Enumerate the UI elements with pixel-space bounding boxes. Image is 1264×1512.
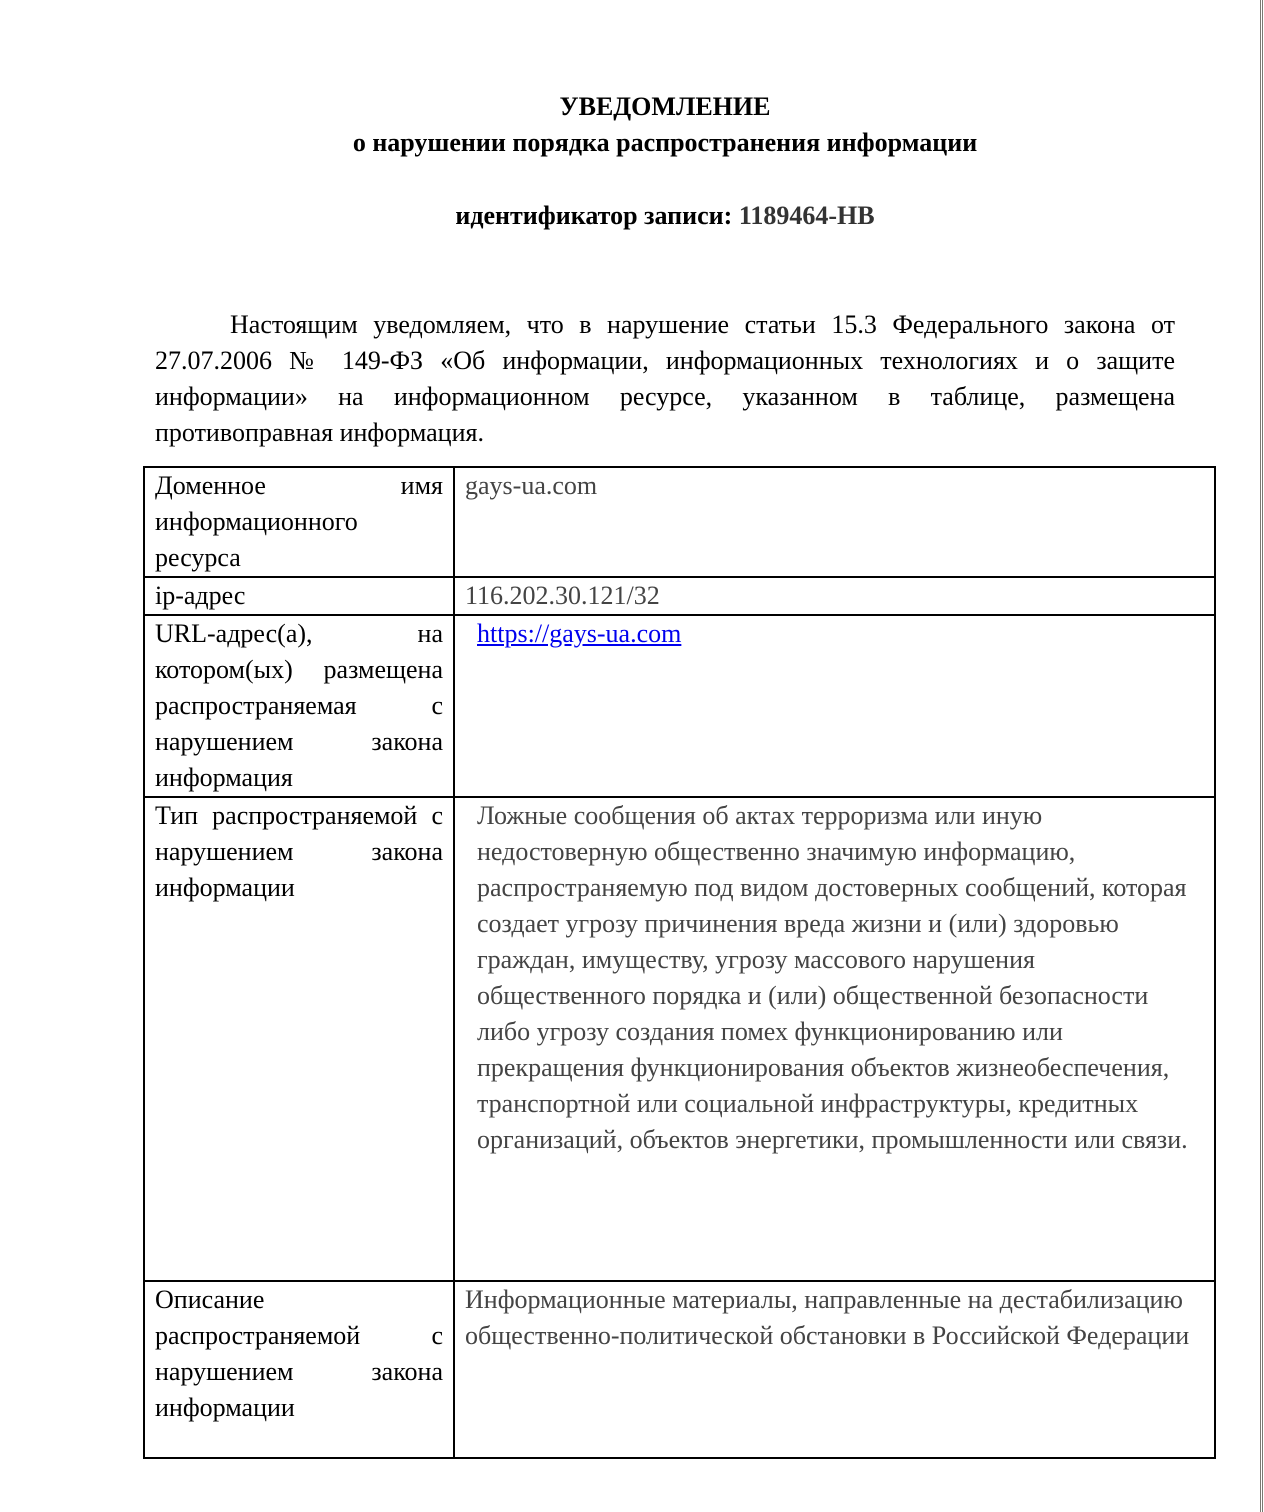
record-id-label: идентификатор записи: — [455, 201, 733, 230]
table-row-type — [144, 797, 1215, 1281]
type-label: Тип распространяемой с нарушением закона информации — [144, 797, 454, 1281]
intro-paragraph: Настоящим уведомляем, что в нарушение статьи 15.3 Федерального закона от 27.07.2006 № 149-ФЗ «Об информации, информационных технологиях и о защите информации» на информационном ресурсе, указанном в таблице, размещена противоправная информация. — [155, 310, 1175, 447]
description-label: Описание распространяемой с нарушением закона информации — [144, 1281, 454, 1458]
violation-info-table — [143, 466, 1216, 1459]
table-row-domain — [144, 467, 1215, 577]
ip-label: ip-адрес — [144, 577, 454, 615]
ip-value: 116.202.30.121/32 — [454, 577, 1215, 615]
table-row-ip — [144, 577, 1215, 615]
domain-value: gays-ua.com — [454, 467, 1215, 577]
document-subtitle: о нарушении порядка распространения информации — [352, 128, 978, 157]
table-row-description — [144, 1281, 1215, 1458]
url-link[interactable]: https://gays-ua.com — [477, 619, 682, 648]
description-value: Информационные материалы, направленные на дестабилизацию общественно-политической обстановки в Российской Федерации — [454, 1281, 1215, 1458]
type-value: Ложные сообщения об актах терроризма или иную недостоверную общественно значимую информацию, распространяемую под видом достоверных сообщений, которая создает угрозу причинения вреда жизни и (или) здоровью граждан, имуществу, угрозу массового нарушения общественного порядка и (или) общественной безопасности либо угрозу создания помех функционированию или прекращения функционирования объектов жизнеобеспечения, транспортной или социальной инфраструктуры, кредитных организаций, объектов энергетики, промышленности или связи. — [454, 797, 1215, 1281]
url-cell — [454, 615, 1215, 797]
document-title: УВЕДОМЛЕНИЕ — [559, 92, 771, 121]
table-row-url — [144, 615, 1215, 797]
domain-label: Доменное имя информационного ресурса — [144, 467, 454, 577]
record-id-value: 1189464-НВ — [738, 201, 875, 230]
record-id-line — [0, 198, 1264, 234]
url-label: URL-адрес(а), на котором(ых) размещена распространяемая с нарушением закона информация — [144, 615, 454, 797]
